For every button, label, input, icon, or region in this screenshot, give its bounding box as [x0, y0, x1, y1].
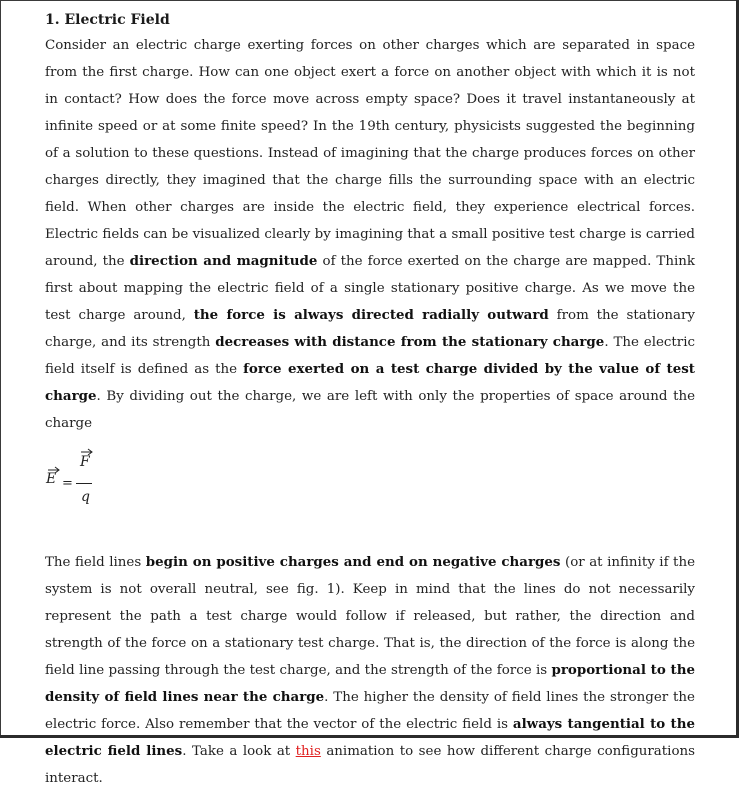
document-body [45, 8, 695, 792]
formula-equals: = [62, 476, 73, 491]
paragraph-electric-field-intro [45, 32, 695, 437]
section-heading: 1. Electric Field [45, 12, 170, 28]
bold-emphasis: begin on positive charges and end on negative charges [145, 554, 561, 570]
text-run: from the stationary charge, and its strength [45, 308, 695, 350]
text-run: The field lines [45, 555, 146, 570]
text-run: animation to see how different charge configurations interact. [45, 744, 695, 786]
text-run: . By dividing out the charge, we are left with only the properties of space around the charge [45, 389, 695, 431]
text-run: . The electric field itself is defined as the [45, 335, 695, 377]
text-run: . The higher the density of field lines the stronger the electric force. Also remember that the vector of the electric field is [45, 690, 695, 732]
text-run: . Take a look at [182, 744, 296, 759]
bold-emphasis: direction and magnitude [129, 253, 318, 269]
paragraph-field-lines [45, 549, 695, 792]
fraction-bar [76, 483, 92, 484]
formula-numerator: F [80, 454, 90, 470]
bold-emphasis: proportional to the density of field lines near the charge [45, 662, 695, 705]
bold-emphasis: decreases with distance from the stationary charge [215, 334, 605, 350]
formula-denominator: q [81, 489, 90, 505]
bold-emphasis: always tangential to the electric field lines [45, 716, 695, 759]
animation-link[interactable]: this [295, 744, 321, 759]
electric-field-formula [45, 443, 695, 531]
text-run: Consider an electric charge exerting forces on other charges which are separated in space from the first charge. How can one object exert a force on another object with which it is not in contact? How does the force move across empty space? Does it travel instantaneously at infinite speed or at some finite speed? In the 19th century, physicists suggested the beginning of a solution to these questions. Instead of imagining that the charge produces forces on other charges directly, they imagined that the charge fills the surrounding space with an electric field. When other charges are inside the electric field, they experience electrical forces. Electric fields can be visualized clearly by imagining that a small positive test charge is carried around, the [45, 38, 695, 269]
formula-lhs: E [46, 471, 57, 487]
text-run: (or at infinity if the system is not overall neutral, see fig. 1). Keep in mind that the lines do not necessarily represent the path a test charge would follow if released, but rather, the direction and strength of the force on a stationary test charge. That is, the direction of the force is along the field line passing through the test charge, and the strength of the force is [45, 555, 695, 678]
text-run: of the force exerted on the charge are mapped. Think first about mapping the electric field of a single stationary positive charge. As we move the test charge around, [45, 254, 696, 323]
bold-emphasis: force exerted on a test charge divided by the value of test charge [45, 361, 695, 404]
bold-emphasis: the force is always directed radially outward [193, 307, 549, 323]
